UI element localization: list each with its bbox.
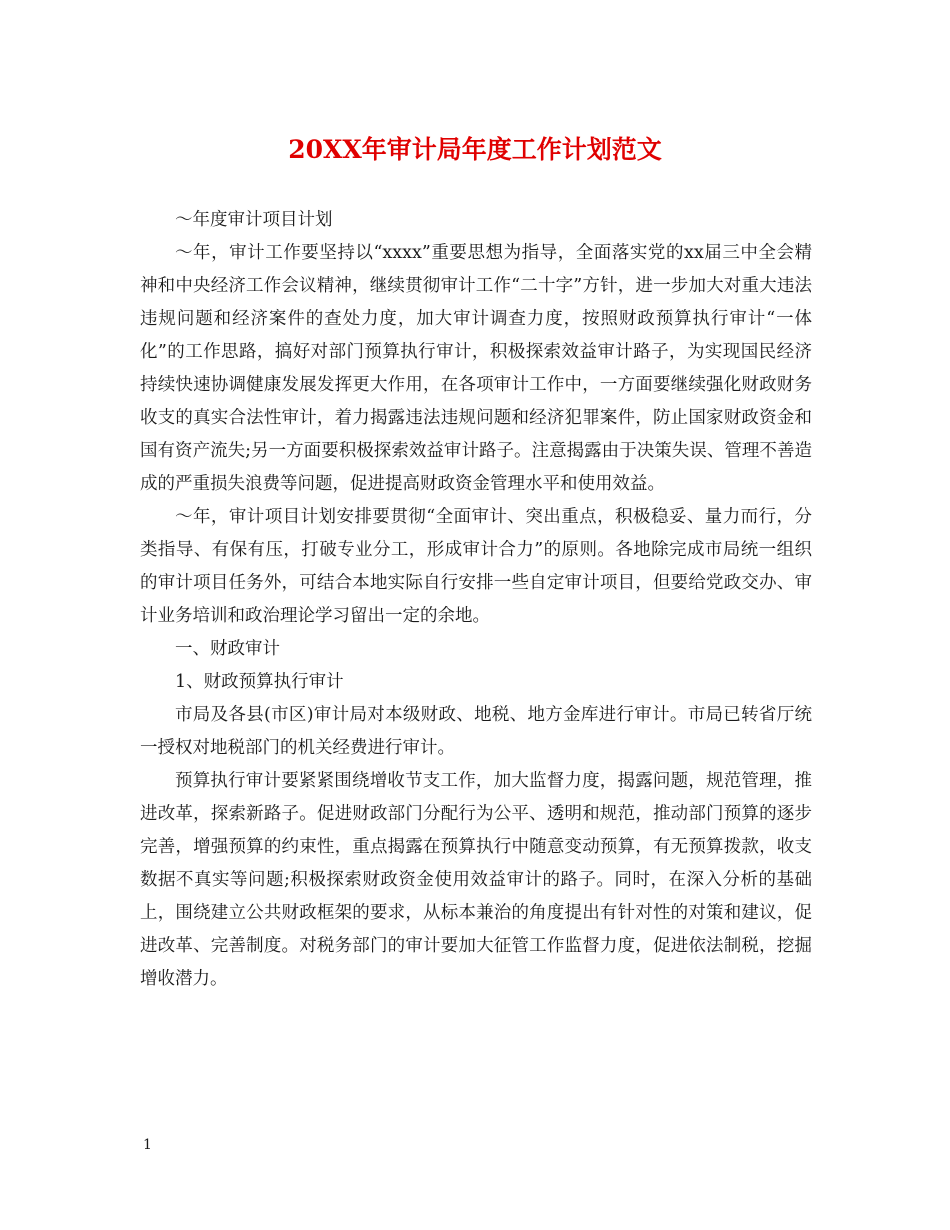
document-body bbox=[140, 204, 812, 996]
paragraph-project-plan-heading: ～年度审计项目计划 bbox=[175, 210, 333, 230]
section-heading-fiscal-audit: 一、财政审计 bbox=[175, 639, 280, 659]
subsection-heading-budget-execution: 1、财政预算执行审计 bbox=[175, 672, 344, 692]
paragraph-audit-scope: 市局及各县(市区)审计局对本级财政、地税、地方金库进行审计。市局已转省厅统一授权对地税部门的机关经费进行审计。 bbox=[140, 705, 812, 758]
document-title: 20XX年审计局年度工作计划范文 bbox=[288, 135, 662, 164]
page-number: 1 bbox=[143, 1137, 152, 1153]
paragraph-planning-principles: ～年，审计项目计划安排要贯彻“全面审计、突出重点，积极稳妥、量力而行，分类指导、有保有压，打破专业分工，形成审计合力”的原则。各地除完成市局统一组织的审计项目任务外，可结合本地实际自行安排一些自定审计项目，但要给党政交办、审计业务培训和政治理论学习留出一定的余地。 bbox=[140, 507, 812, 626]
paragraph-guiding-principles: ～年，审计工作要坚持以“xxxx”重要思想为指导，全面落实党的xx届三中全会精神和中央经济工作会议精神，继续贯彻审计工作“二十字”方针，进一步加大对重大违法违规问题和经济案件的查处力度，加大审计调查力度，按照财政预算执行审计“一体化”的工作思路，搞好对部门预算执行审计，积极探索效益审计路子，为实现国民经济持续快速协调健康发展发挥更大作用，在各项审计工作中，一方面要继续强化财政财务收支的真实合法性审计，着力揭露违法违规问题和经济犯罪案件，防止国家财政资金和国有资产流失;另一方面要积极探索效益审计路子。注意揭露由于决策失误、管理不善造成的严重损失浪费等问题，促进提高财政资金管理水平和使用效益。 bbox=[140, 243, 812, 494]
paragraph-budget-execution-audit: 预算执行审计要紧紧围绕增收节支工作，加大监督力度，揭露问题，规范管理，推进改革，探索新路子。促进财政部门分配行为公平、透明和规范，推动部门预算的逐步完善，增强预算的约束性，重点揭露在预算执行中随意变动预算，有无预算拨款，收支数据不真实等问题;积极探索财政资金使用效益审计的路子。同时，在深入分析的基础上，围绕建立公共财政框架的要求，从标本兼治的角度提出有针对性的对策和建议，促进改革、完善制度。对税务部门的审计要加大征管工作监督力度，促进依法制税，挖掘增收潜力。 bbox=[140, 771, 812, 989]
